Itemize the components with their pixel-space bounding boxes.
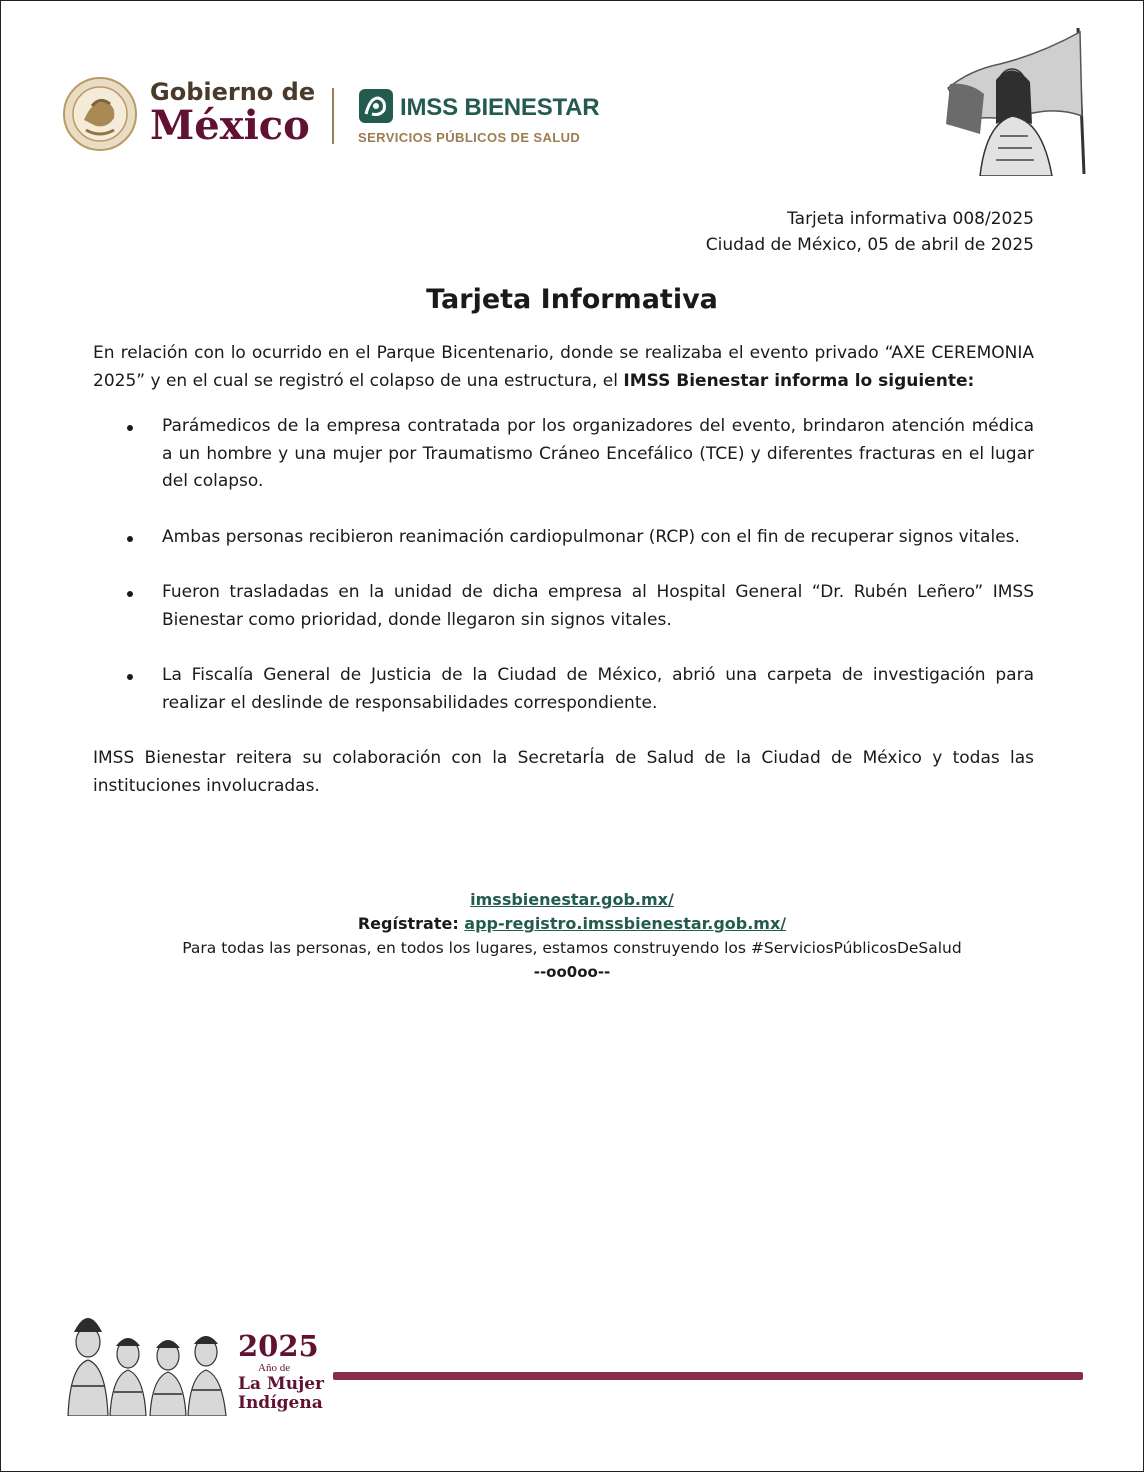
bullet-icon	[127, 591, 133, 597]
register-link[interactable]: app-registro.imssbienestar.gob.mx/	[464, 914, 787, 933]
website-link[interactable]: imssbienestar.gob.mx/	[470, 890, 674, 909]
year-2025: 2025	[238, 1329, 319, 1363]
register-label: Regístrate:	[357, 914, 465, 933]
national-seal-logo	[62, 76, 138, 152]
bullet-text: Fueron trasladadas en la unidad de dicha empresa al Hospital General “Dr. Rubén Leñero” IMSS Bienestar como prioridad, donde llegaron sin signos vitales.	[162, 582, 1034, 630]
intro-text: En relación con lo ocurrido en el Parque Bicentenario, donde se realizaba el evento privado “AXE CEREMONIA 2025” y en el cual se registró el colapso de una estructura, el	[93, 343, 1034, 391]
bullet-text: Ambas personas recibieron reanimación cardiopulmonar (RCP) con el fin de recuperar signos vitales.	[162, 526, 1020, 547]
anio-de: Año de	[258, 1362, 291, 1374]
closing-paragraph: IMSS Bienestar reitera su colaboración con la SecretarÍa de Salud de la Ciudad de México y todas las instituciones involucradas.	[93, 748, 1034, 796]
page-header	[62, 76, 602, 156]
footer-links	[0, 888, 1144, 984]
end-mark: --oo0oo--	[533, 963, 611, 981]
footer-bar	[333, 1372, 1083, 1380]
bullet-text: La Fiscalía General de Justicia de la Ciudad de México, abrió una carpeta de investigación para realizar el deslinde de responsabilidades correspondiente.	[162, 665, 1034, 713]
bullet-text: Parámedicos de la empresa contratada por los organizadores del evento, brindaron atención médica a un hombre y una mujer por Traumatismo Cráneo Encefálico (TCE) y diferentes fracturas en el lugar del colapso.	[162, 416, 1034, 491]
gobierno-de-mexico-wordmark	[150, 78, 316, 149]
document-body	[93, 340, 1034, 800]
list-item	[93, 524, 1034, 552]
gov-line1: Gobierno de	[150, 78, 316, 106]
document-number: Tarjeta informativa 008/2025	[787, 209, 1034, 229]
list-item	[93, 662, 1034, 717]
bullet-icon	[127, 536, 133, 542]
imss-emblem-icon	[358, 88, 394, 124]
mujer-line2: Indígena	[238, 1393, 323, 1413]
document-meta	[706, 206, 1034, 258]
logo-divider	[332, 88, 334, 144]
imss-subtitle: SERVICIOS PÚBLICOS DE SALUD	[358, 130, 581, 145]
list-item	[93, 579, 1034, 634]
heroine-flag-illustration	[940, 24, 1090, 176]
bullet-icon	[127, 674, 133, 680]
imss-name: IMSS BIENESTAR	[400, 94, 600, 121]
page-title: Tarjeta Informativa	[426, 284, 718, 315]
mujer-line1: La Mujer	[238, 1374, 324, 1394]
intro-bold: IMSS Bienestar informa lo siguiente:	[623, 370, 975, 391]
indigenous-women-illustration	[58, 1306, 230, 1416]
place-date: Ciudad de México, 05 de abril de 2025	[705, 235, 1034, 255]
bullet-icon	[127, 425, 133, 431]
la-mujer-indigena	[238, 1375, 324, 1413]
bullet-list	[93, 413, 1034, 717]
list-item	[93, 413, 1034, 496]
slogan: Para todas las personas, en todos los lugares, estamos construyendo los #ServiciosPúblicosDeSalud	[182, 939, 962, 957]
gov-line2: México	[150, 102, 310, 149]
intro-paragraph	[93, 340, 1034, 395]
